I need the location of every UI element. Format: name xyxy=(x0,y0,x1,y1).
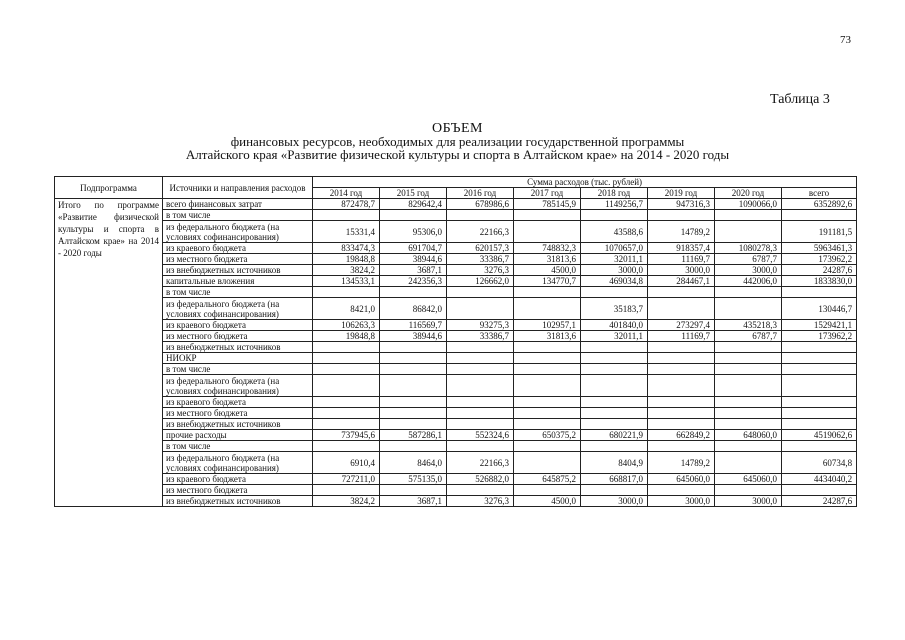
amount-cell xyxy=(648,210,715,221)
amount-cell xyxy=(514,353,581,364)
source-label: из краевого бюджета xyxy=(163,397,313,408)
amount-cell: 5963461,3 xyxy=(782,243,857,254)
table-row xyxy=(55,485,857,496)
amount-cell: 401840,0 xyxy=(581,320,648,331)
amount-cell: 19848,8 xyxy=(313,254,380,265)
amount-cell: 645875,2 xyxy=(514,474,581,485)
amount-cell: 95306,0 xyxy=(380,221,447,243)
amount-cell xyxy=(715,419,782,430)
source-label: из краевого бюджета xyxy=(163,243,313,254)
amount-cell xyxy=(313,375,380,397)
amount-cell: 918357,4 xyxy=(648,243,715,254)
amount-cell: 620157,3 xyxy=(447,243,514,254)
amount-cell: 24287,6 xyxy=(782,496,857,507)
amount-cell xyxy=(514,408,581,419)
header-year: 2015 год xyxy=(380,188,447,199)
amount-cell xyxy=(313,397,380,408)
amount-cell xyxy=(581,408,648,419)
amount-cell xyxy=(648,298,715,320)
amount-cell xyxy=(380,375,447,397)
amount-cell: 1149256,7 xyxy=(581,199,648,210)
amount-cell: 24287,6 xyxy=(782,265,857,276)
table-row xyxy=(55,408,857,419)
amount-cell xyxy=(514,210,581,221)
table-row xyxy=(55,375,857,397)
amount-cell: 1090066,0 xyxy=(715,199,782,210)
amount-cell: 31813,6 xyxy=(514,331,581,342)
header-subprogram: Подпрограмма xyxy=(55,177,163,199)
amount-cell xyxy=(648,397,715,408)
amount-cell xyxy=(715,342,782,353)
amount-cell: 15331,4 xyxy=(313,221,380,243)
document-title xyxy=(60,122,855,161)
amount-cell xyxy=(514,342,581,353)
source-label: всего финансовых затрат xyxy=(163,199,313,210)
amount-cell xyxy=(581,441,648,452)
amount-cell xyxy=(581,342,648,353)
table-row xyxy=(55,452,857,474)
amount-cell xyxy=(380,408,447,419)
amount-cell: 662849,2 xyxy=(648,430,715,441)
source-label: капитальные вложения xyxy=(163,276,313,287)
amount-cell: 6352892,6 xyxy=(782,199,857,210)
amount-cell: 19848,8 xyxy=(313,331,380,342)
amount-cell xyxy=(715,485,782,496)
source-label: из краевого бюджета xyxy=(163,320,313,331)
amount-cell xyxy=(782,287,857,298)
source-label: в том числе xyxy=(163,441,313,452)
source-label: из федерального бюджета (на условиях софинансирования) xyxy=(163,375,313,397)
amount-cell xyxy=(447,408,514,419)
amount-cell xyxy=(715,441,782,452)
amount-cell: 833474,3 xyxy=(313,243,380,254)
amount-cell xyxy=(581,419,648,430)
amount-cell: 60734,8 xyxy=(782,452,857,474)
amount-cell xyxy=(447,419,514,430)
amount-cell: 737945,6 xyxy=(313,430,380,441)
source-label: из внебюджетных источников xyxy=(163,265,313,276)
amount-cell xyxy=(380,210,447,221)
amount-cell: 469034,8 xyxy=(581,276,648,287)
amount-cell: 242356,3 xyxy=(380,276,447,287)
amount-cell: 575135,0 xyxy=(380,474,447,485)
amount-cell: 173962,2 xyxy=(782,331,857,342)
source-label: из местного бюджета xyxy=(163,331,313,342)
amount-cell: 38944,6 xyxy=(380,254,447,265)
amount-cell xyxy=(782,210,857,221)
amount-cell: 3276,3 xyxy=(447,265,514,276)
amount-cell: 947316,3 xyxy=(648,199,715,210)
amount-cell xyxy=(782,408,857,419)
amount-cell: 1080278,3 xyxy=(715,243,782,254)
page-number: 73 xyxy=(840,34,851,46)
table-row xyxy=(55,353,857,364)
table-row xyxy=(55,298,857,320)
amount-cell: 22166,3 xyxy=(447,452,514,474)
amount-cell: 6910,4 xyxy=(313,452,380,474)
amount-cell xyxy=(380,485,447,496)
amount-cell: 11169,7 xyxy=(648,254,715,265)
table-row xyxy=(55,287,857,298)
amount-cell: 106263,3 xyxy=(313,320,380,331)
amount-cell: 173962,2 xyxy=(782,254,857,265)
amount-cell xyxy=(782,441,857,452)
amount-cell: 727211,0 xyxy=(313,474,380,485)
amount-cell xyxy=(782,375,857,397)
amount-cell xyxy=(514,375,581,397)
source-label: из федерального бюджета (на условиях софинансирования) xyxy=(163,452,313,474)
amount-cell xyxy=(581,287,648,298)
amount-cell: 6787,7 xyxy=(715,331,782,342)
amount-cell: 3000,0 xyxy=(648,496,715,507)
table-row xyxy=(55,474,857,485)
amount-cell: 86842,0 xyxy=(380,298,447,320)
amount-cell xyxy=(380,419,447,430)
amount-cell xyxy=(715,210,782,221)
amount-cell: 32011,1 xyxy=(581,331,648,342)
amount-cell: 3824,2 xyxy=(313,496,380,507)
amount-cell xyxy=(313,485,380,496)
amount-cell: 33386,7 xyxy=(447,254,514,265)
amount-cell: 691704,7 xyxy=(380,243,447,254)
amount-cell: 3000,0 xyxy=(581,265,648,276)
table-row xyxy=(55,221,857,243)
amount-cell xyxy=(715,375,782,397)
amount-cell: 435218,3 xyxy=(715,320,782,331)
amount-cell: 1529421,1 xyxy=(782,320,857,331)
amount-cell xyxy=(447,375,514,397)
amount-cell: 126662,0 xyxy=(447,276,514,287)
amount-cell: 8421,0 xyxy=(313,298,380,320)
amount-cell: 552324,6 xyxy=(447,430,514,441)
amount-cell xyxy=(514,452,581,474)
amount-cell xyxy=(581,375,648,397)
amount-cell xyxy=(581,210,648,221)
amount-cell xyxy=(380,364,447,375)
amount-cell: 645060,0 xyxy=(648,474,715,485)
amount-cell: 31813,6 xyxy=(514,254,581,265)
source-label: из местного бюджета xyxy=(163,254,313,265)
amount-cell: 134533,1 xyxy=(313,276,380,287)
amount-cell xyxy=(313,287,380,298)
amount-cell xyxy=(715,298,782,320)
amount-cell xyxy=(782,353,857,364)
header-year: 2019 год xyxy=(648,188,715,199)
amount-cell: 587286,1 xyxy=(380,430,447,441)
table-row xyxy=(55,331,857,342)
amount-cell xyxy=(648,419,715,430)
subprogram-cell: Итого по программе «Развитие физической культуры и спорта в Алтайском крае» на 2014 - 2020 годы xyxy=(55,199,163,507)
header-year: всего xyxy=(782,188,857,199)
amount-cell: 748832,3 xyxy=(514,243,581,254)
amount-cell: 3000,0 xyxy=(715,496,782,507)
table-label: Таблица 3 xyxy=(770,92,830,107)
amount-cell: 32011,1 xyxy=(581,254,648,265)
amount-cell: 191181,5 xyxy=(782,221,857,243)
amount-cell xyxy=(313,364,380,375)
amount-cell: 526882,0 xyxy=(447,474,514,485)
amount-cell: 650375,2 xyxy=(514,430,581,441)
amount-cell xyxy=(313,441,380,452)
amount-cell xyxy=(514,419,581,430)
amount-cell xyxy=(648,353,715,364)
title-line-3: Алтайского края «Развитие физической культуры и спорта в Алтайском крае» на 2014 - 2020 годы xyxy=(185,147,730,162)
amount-cell xyxy=(514,221,581,243)
amount-cell xyxy=(313,419,380,430)
amount-cell xyxy=(715,221,782,243)
table-row xyxy=(55,397,857,408)
amount-cell xyxy=(715,408,782,419)
amount-cell: 284467,1 xyxy=(648,276,715,287)
source-label: в том числе xyxy=(163,287,313,298)
amount-cell: 14789,2 xyxy=(648,221,715,243)
amount-cell xyxy=(380,397,447,408)
table-row xyxy=(55,243,857,254)
amount-cell xyxy=(581,397,648,408)
header-year: 2018 год xyxy=(581,188,648,199)
title-heading: ОБЪЕМ xyxy=(431,121,483,136)
amount-cell xyxy=(380,441,447,452)
amount-cell xyxy=(715,353,782,364)
table-row xyxy=(55,342,857,353)
amount-cell: 130446,7 xyxy=(782,298,857,320)
source-label: из местного бюджета xyxy=(163,408,313,419)
amount-cell: 43588,6 xyxy=(581,221,648,243)
budget-table xyxy=(54,176,857,507)
amount-cell: 3687,1 xyxy=(380,496,447,507)
table-row xyxy=(55,210,857,221)
amount-cell xyxy=(715,452,782,474)
amount-cell xyxy=(715,287,782,298)
amount-cell: 11169,7 xyxy=(648,331,715,342)
amount-cell: 14789,2 xyxy=(648,452,715,474)
source-label: из внебюджетных источников xyxy=(163,496,313,507)
amount-cell xyxy=(447,287,514,298)
table-row xyxy=(55,320,857,331)
amount-cell: 116569,7 xyxy=(380,320,447,331)
source-label: НИОКР xyxy=(163,353,313,364)
amount-cell xyxy=(447,342,514,353)
amount-cell xyxy=(782,397,857,408)
amount-cell: 3824,2 xyxy=(313,265,380,276)
amount-cell xyxy=(447,298,514,320)
amount-cell xyxy=(514,287,581,298)
amount-cell: 785145,9 xyxy=(514,199,581,210)
amount-cell xyxy=(648,441,715,452)
amount-cell: 134770,7 xyxy=(514,276,581,287)
source-label: из федерального бюджета (на условиях софинансирования) xyxy=(163,221,313,243)
amount-cell: 668817,0 xyxy=(581,474,648,485)
amount-cell: 3000,0 xyxy=(581,496,648,507)
amount-cell: 33386,7 xyxy=(447,331,514,342)
amount-cell xyxy=(380,353,447,364)
amount-cell xyxy=(447,210,514,221)
amount-cell: 35183,7 xyxy=(581,298,648,320)
title-line-2: финансовых ресурсов, необходимых для реализации государственной программы xyxy=(230,134,685,149)
amount-cell: 8404,9 xyxy=(581,452,648,474)
table-row xyxy=(55,364,857,375)
source-label: из краевого бюджета xyxy=(163,474,313,485)
amount-cell: 93275,3 xyxy=(447,320,514,331)
amount-cell xyxy=(782,342,857,353)
amount-cell: 1833830,0 xyxy=(782,276,857,287)
amount-cell: 648060,0 xyxy=(715,430,782,441)
amount-cell xyxy=(514,397,581,408)
amount-cell xyxy=(648,485,715,496)
amount-cell xyxy=(447,364,514,375)
amount-cell xyxy=(514,441,581,452)
amount-cell xyxy=(648,364,715,375)
amount-cell: 3000,0 xyxy=(715,265,782,276)
amount-cell: 3000,0 xyxy=(648,265,715,276)
source-label: в том числе xyxy=(163,210,313,221)
amount-cell xyxy=(648,342,715,353)
amount-cell xyxy=(447,353,514,364)
amount-cell: 678986,6 xyxy=(447,199,514,210)
amount-cell xyxy=(313,342,380,353)
header-year: 2020 год xyxy=(715,188,782,199)
amount-cell xyxy=(447,441,514,452)
amount-cell xyxy=(380,287,447,298)
amount-cell: 829642,4 xyxy=(380,199,447,210)
table-row xyxy=(55,430,857,441)
amount-cell: 872478,7 xyxy=(313,199,380,210)
amount-cell: 4519062,6 xyxy=(782,430,857,441)
header-sources: Источники и направления расходов xyxy=(163,177,313,199)
amount-cell xyxy=(581,364,648,375)
amount-cell xyxy=(447,397,514,408)
table-row xyxy=(55,441,857,452)
source-label: из внебюджетных источников xyxy=(163,342,313,353)
amount-cell xyxy=(648,287,715,298)
amount-cell xyxy=(514,298,581,320)
amount-cell xyxy=(581,485,648,496)
amount-cell: 442006,0 xyxy=(715,276,782,287)
amount-cell: 38944,6 xyxy=(380,331,447,342)
header-year: 2014 год xyxy=(313,188,380,199)
source-label: в том числе xyxy=(163,364,313,375)
amount-cell xyxy=(648,375,715,397)
amount-cell: 645060,0 xyxy=(715,474,782,485)
amount-cell: 1070657,0 xyxy=(581,243,648,254)
amount-cell xyxy=(313,353,380,364)
amount-cell: 273297,4 xyxy=(648,320,715,331)
amount-cell: 102957,1 xyxy=(514,320,581,331)
amount-cell xyxy=(715,364,782,375)
amount-cell: 6787,7 xyxy=(715,254,782,265)
amount-cell xyxy=(782,485,857,496)
amount-cell: 8464,0 xyxy=(380,452,447,474)
amount-cell xyxy=(313,408,380,419)
amount-cell xyxy=(715,397,782,408)
header-year: 2016 год xyxy=(447,188,514,199)
amount-cell: 680221,9 xyxy=(581,430,648,441)
amount-cell xyxy=(380,342,447,353)
table-row xyxy=(55,419,857,430)
table-row xyxy=(55,496,857,507)
amount-cell xyxy=(514,485,581,496)
amount-cell xyxy=(782,364,857,375)
header-year: 2017 год xyxy=(514,188,581,199)
amount-cell xyxy=(782,419,857,430)
source-label: прочие расходы xyxy=(163,430,313,441)
amount-cell xyxy=(447,485,514,496)
amount-cell: 22166,3 xyxy=(447,221,514,243)
table-row xyxy=(55,265,857,276)
table-row xyxy=(55,254,857,265)
amount-cell xyxy=(581,353,648,364)
amount-cell xyxy=(313,210,380,221)
amount-cell: 4500,0 xyxy=(514,496,581,507)
header-amount: Сумма расходов (тыс. рублей) xyxy=(313,177,857,188)
amount-cell: 3687,1 xyxy=(380,265,447,276)
amount-cell xyxy=(648,408,715,419)
table-row xyxy=(55,276,857,287)
amount-cell: 3276,3 xyxy=(447,496,514,507)
source-label: из федерального бюджета (на условиях софинансирования) xyxy=(163,298,313,320)
table-row xyxy=(55,199,857,210)
amount-cell: 4500,0 xyxy=(514,265,581,276)
source-label: из внебюджетных источников xyxy=(163,419,313,430)
amount-cell xyxy=(514,364,581,375)
amount-cell: 4434040,2 xyxy=(782,474,857,485)
source-label: из местного бюджета xyxy=(163,485,313,496)
